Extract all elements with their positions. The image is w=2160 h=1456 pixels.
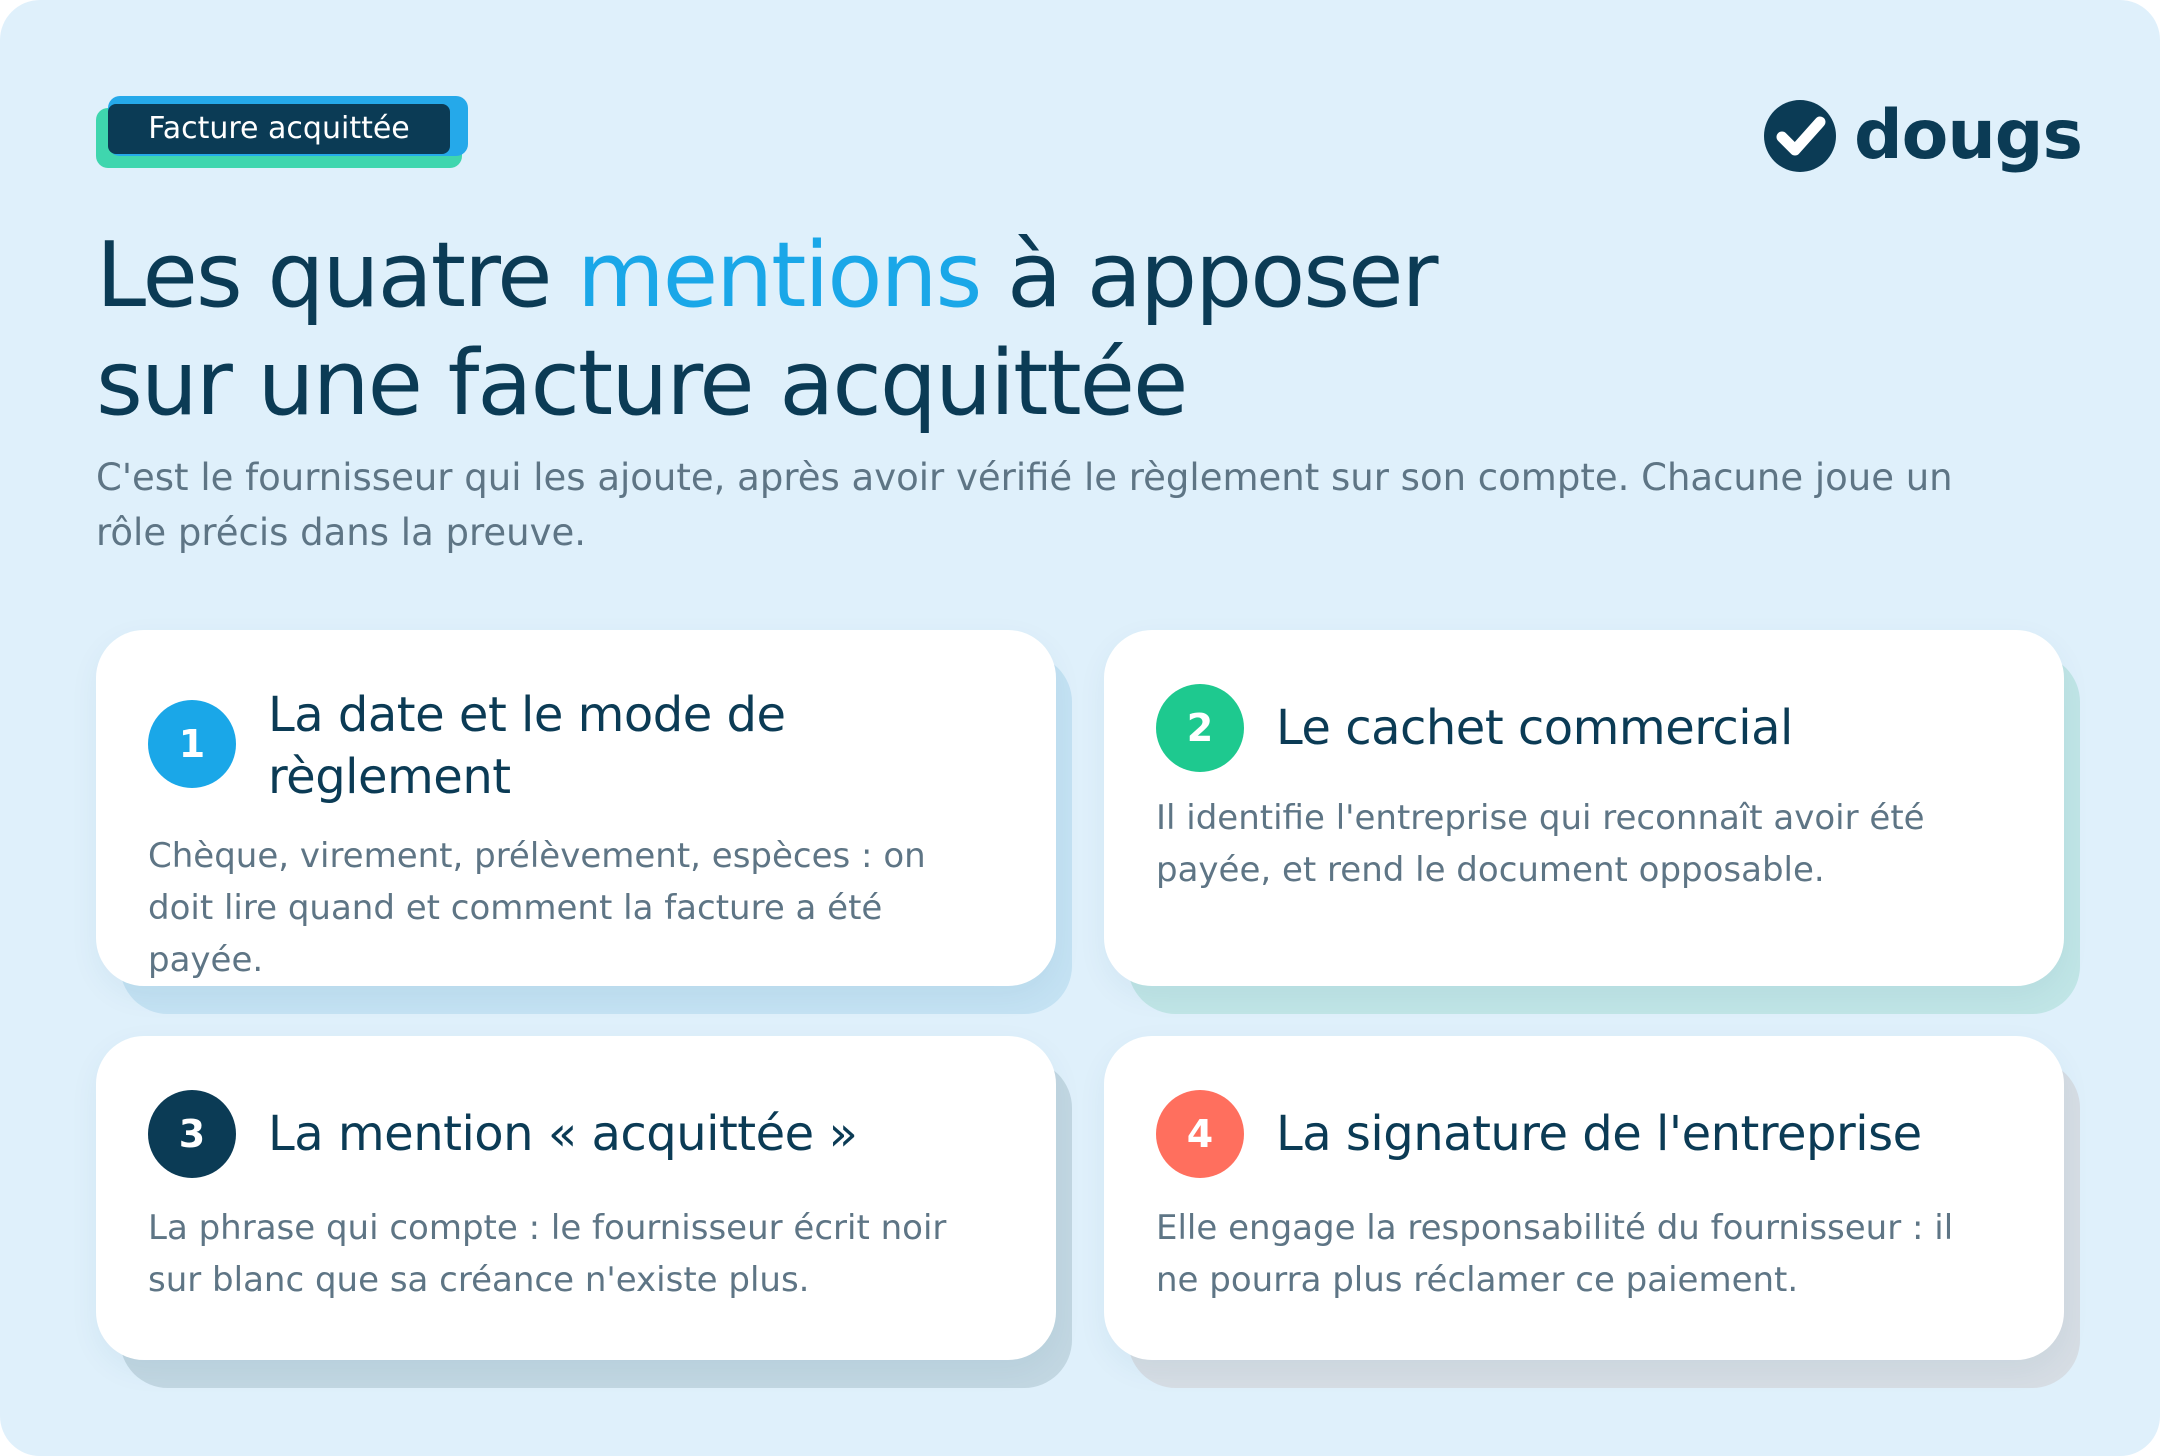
card-1-title: La date et le mode de règlement — [268, 687, 786, 805]
card-2-title: Le cachet commercial — [1276, 700, 1793, 756]
card-3-badge: 3 — [148, 1090, 236, 1178]
card-1-description: Chèque, virement, prélèvement, espèces : on doit lire quand et comment la facture a été payée. — [148, 836, 926, 980]
card-4 — [1104, 1036, 2064, 1360]
check-circle-icon — [1762, 98, 1838, 174]
card-3-title: La mention « acquittée » — [268, 1106, 858, 1162]
title-accent: mentions — [577, 223, 981, 328]
tag-label: Facture acquittée — [108, 104, 450, 154]
title-line-2: sur une facture acquittée — [96, 331, 1187, 436]
logo-wordmark: dougs — [1854, 96, 2082, 175]
card-4-body — [1104, 1036, 2064, 1360]
title-part-2: à apposer — [980, 223, 1437, 328]
card-1-badge: 1 — [148, 700, 236, 788]
card-3 — [96, 1036, 1056, 1360]
brand-logo — [1762, 98, 2082, 174]
card-3-body — [96, 1036, 1056, 1360]
card-3-description: La phrase qui compte : le fournisseur écrit noir sur blanc que sa créance n'existe plus. — [148, 1208, 947, 1300]
card-2 — [1104, 630, 2064, 986]
card-4-description: Elle engage la responsabilité du fournisseur : il ne pourra plus réclamer ce paiement. — [1156, 1208, 1954, 1300]
title-part-1: Les quatre — [96, 223, 578, 328]
card-2-description: Il identifie l'entreprise qui reconnaît avoir été payée, et rend le document opposable. — [1156, 798, 1925, 890]
card-2-body — [1104, 630, 2064, 986]
card-2-badge: 2 — [1156, 684, 1244, 772]
card-4-title: La signature de l'entreprise — [1276, 1106, 1922, 1162]
category-tag — [96, 96, 468, 170]
card-1 — [96, 630, 1056, 986]
page-title — [96, 222, 1696, 438]
card-4-badge: 4 — [1156, 1090, 1244, 1178]
page-subtitle: C'est le fournisseur qui les ajoute, après avoir vérifié le règlement sur son compte. Chacune joue un rôle précis dans la preuve. — [96, 456, 1953, 554]
card-1-body — [96, 630, 1056, 986]
